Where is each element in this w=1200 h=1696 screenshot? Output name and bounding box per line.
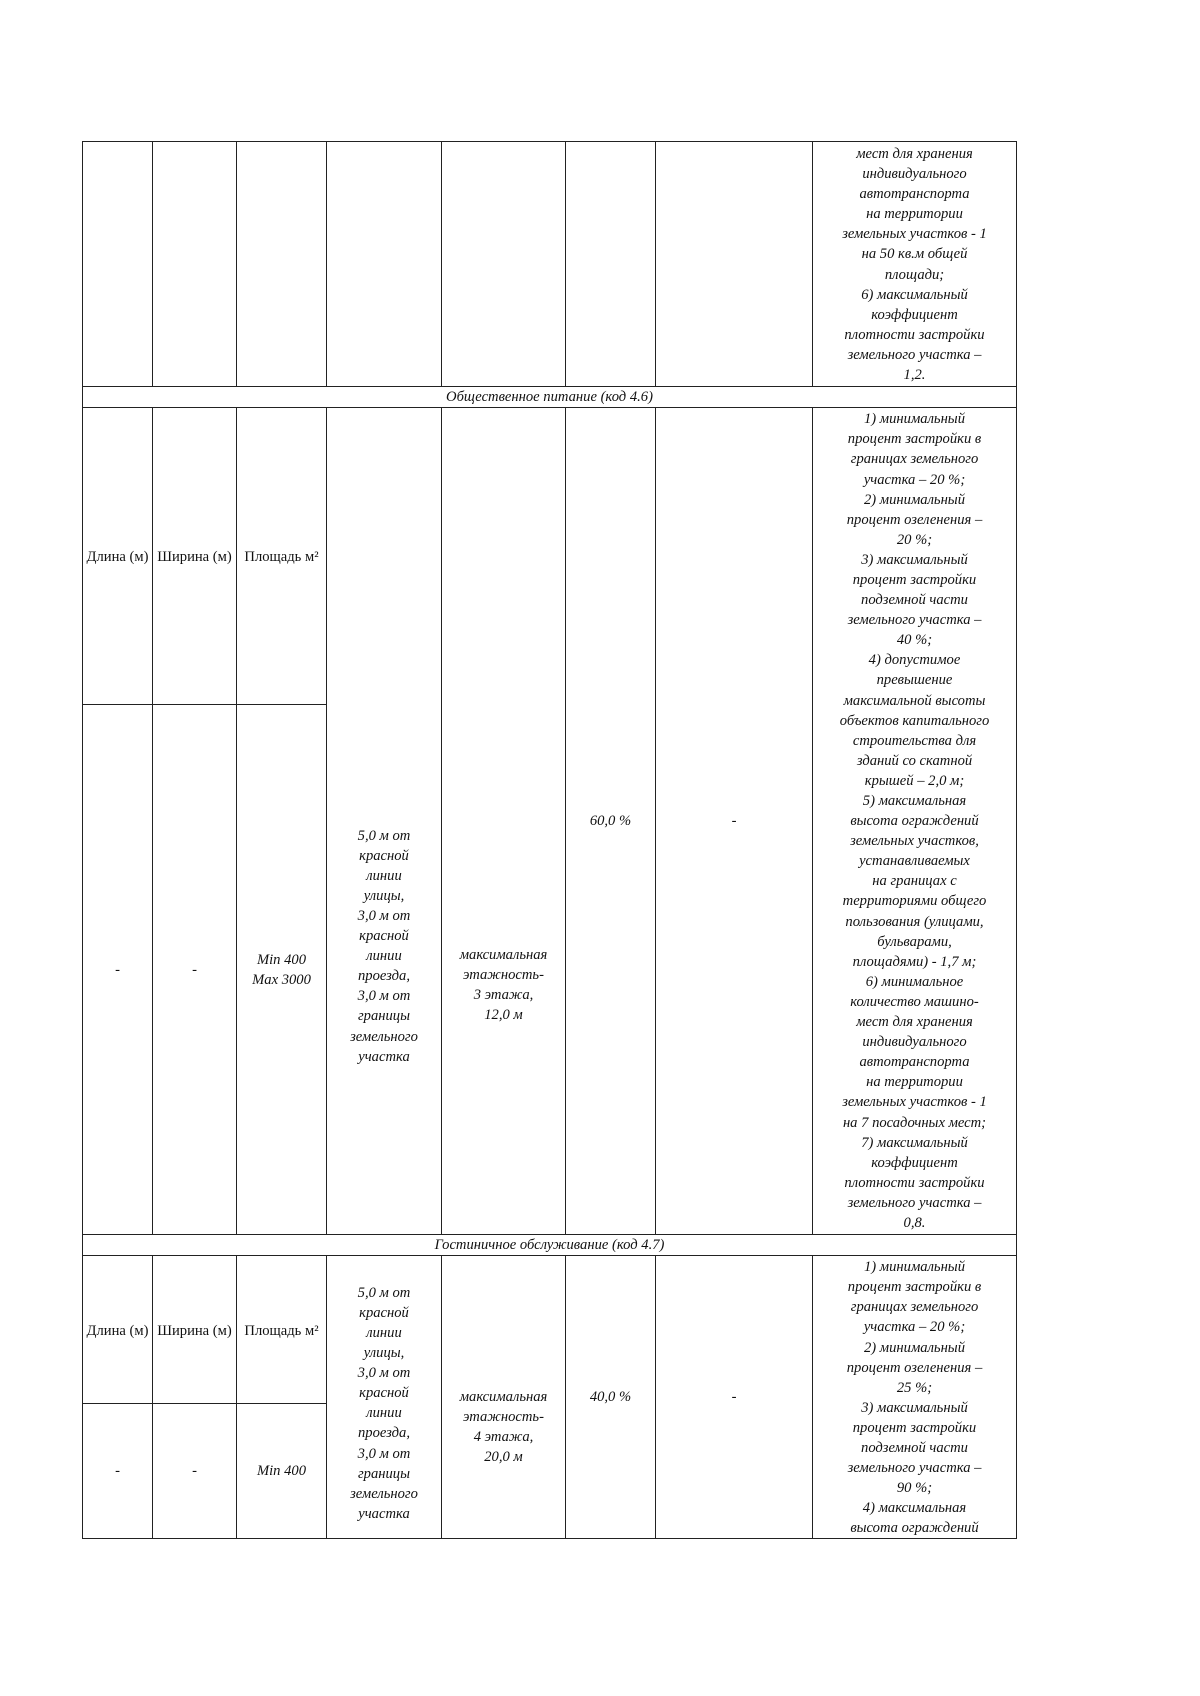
text-line: красной (359, 928, 409, 945)
text-line: земельного участка – (847, 346, 982, 363)
text-line: объектов капитального (839, 712, 990, 729)
text-line: автотранспорта (859, 1054, 970, 1071)
text-line: Min 400 (256, 1463, 307, 1480)
text-line: подземной части (861, 592, 968, 609)
text-line: крышей – 2,0 м; (864, 772, 965, 789)
text-line: этажность- (463, 967, 544, 984)
other-cell: - (656, 1256, 813, 1539)
text-line: процент застройки (852, 1419, 977, 1436)
text-line: 4) максимальная (862, 1500, 967, 1517)
text-line: 1,2. (903, 367, 926, 384)
text-line: 20,0 м (484, 1449, 523, 1466)
continuation-notes (813, 142, 1017, 387)
text-line: 3,0 м от (357, 1445, 411, 1462)
header-width: Ширина (м) (153, 1256, 237, 1404)
text-line: мест для хранения (856, 1014, 973, 1031)
text-line: линии (366, 948, 402, 965)
text-line: подземной части (861, 1440, 968, 1456)
text-line: на территории (866, 206, 963, 223)
text-line: процент застройки (852, 571, 977, 588)
text-line: 4) допустимое (868, 652, 961, 669)
empty-cell (83, 142, 153, 387)
text-line: высота ограждений (850, 1520, 979, 1537)
header-row (83, 1256, 1017, 1404)
text-line: улицы, (363, 1345, 405, 1362)
text-line: превышение (876, 672, 953, 689)
header-length: Длина (м) (83, 408, 153, 705)
text-line: границы (357, 1465, 410, 1482)
text-line: 1) минимальный (864, 1259, 965, 1276)
text-line: на 50 кв.м общей (861, 246, 968, 263)
text-line: автотранспорта (859, 186, 970, 203)
text-line: 6) максимальный (861, 286, 968, 303)
text-line: 3) максимальный (861, 551, 968, 568)
text-line: границы (357, 1008, 410, 1025)
empty-cell (327, 142, 442, 387)
text-line: количество машино- (850, 993, 979, 1010)
text-line: земельного участка – (847, 1194, 982, 1211)
text-line: максимальная (459, 1389, 548, 1406)
text-line: 25 %; (896, 1379, 933, 1396)
text-line: линии (366, 867, 402, 884)
text-line: 12,0 м (484, 1007, 523, 1024)
text-line: линии (366, 1405, 402, 1422)
text-line: земельного (350, 1028, 418, 1045)
text-line: процент озеленения – (846, 1359, 983, 1376)
text-line: строительства для (852, 732, 977, 749)
text-line: 2) минимальный (864, 1339, 965, 1356)
section-title-row (83, 387, 1017, 408)
text-line: участка (358, 1505, 410, 1522)
section-title-row (83, 1235, 1017, 1256)
other-cell: - (656, 408, 813, 1235)
notes-cell (813, 408, 1017, 1235)
header-area: Площадь м² (237, 408, 327, 705)
text-line: 5) максимальная (862, 793, 967, 809)
width-value: - (153, 705, 237, 1235)
continuation-row (83, 142, 1017, 387)
empty-cell (442, 142, 566, 387)
length-value: - (83, 705, 153, 1235)
text-line: этажность- (463, 1409, 544, 1426)
area-value (237, 705, 327, 1235)
text-line: устанавливаемых (859, 853, 970, 870)
text-line: 40 %; (896, 632, 933, 649)
section-title: Общественное питание (код 4.6) (83, 387, 1017, 408)
text-line: 4 этажа, (473, 1429, 534, 1446)
header-width: Ширина (м) (153, 408, 237, 705)
text-line: красной (359, 1304, 409, 1321)
width-value: - (153, 1404, 237, 1539)
header-row (83, 408, 1017, 705)
text-line: мест для хранения (856, 146, 973, 162)
text-line: максимальная (459, 946, 548, 963)
text-line: земельных участков - 1 (842, 226, 987, 243)
empty-cell (566, 142, 656, 387)
text-line: проезда, (357, 1425, 410, 1442)
empty-cell (656, 142, 813, 387)
text-line: территориями общего (842, 893, 987, 910)
text-line: на границах с (872, 873, 957, 890)
text-line: на 7 посадочных мест; (842, 1114, 987, 1131)
coverage-cell: 60,0 % (566, 408, 656, 1235)
regulations-table (82, 141, 1017, 1539)
text-line: улицы, (363, 887, 405, 904)
text-line: плотности застройки (844, 1174, 985, 1191)
text-line: зданий со скатной (856, 752, 973, 769)
text-line: площадями) - 1,7 м; (852, 953, 977, 970)
text-line: плотности застройки (844, 326, 985, 343)
text-line: участка (358, 1048, 410, 1065)
header-area: Площадь м² (237, 1256, 327, 1404)
text-line: индивидуального (862, 166, 967, 183)
text-line: бульварами, (877, 933, 952, 950)
text-line: границах земельного (850, 1299, 979, 1316)
text-line: процент застройки в (847, 1279, 982, 1296)
height-cell (442, 1256, 566, 1539)
text-line: на территории (866, 1074, 963, 1091)
text-line: максимальной высоты (843, 692, 986, 709)
text-line: 2) минимальный (864, 491, 965, 508)
text-line: 6) минимальное (865, 973, 964, 990)
text-line: 5,0 м от (357, 827, 411, 844)
text-line: 3,0 м от (357, 1365, 411, 1382)
section-title: Гостиничное обслуживание (код 4.7) (83, 1235, 1017, 1256)
length-value: - (83, 1404, 153, 1539)
text-line: пользования (улицами, (845, 913, 984, 930)
text-line: Min 400 (256, 951, 307, 968)
text-line: индивидуального (862, 1034, 967, 1051)
notes-cell (813, 1256, 1017, 1539)
text-line: 3,0 м от (357, 907, 411, 924)
setback-cell (327, 1256, 442, 1539)
text-line: земельного участка – (847, 1460, 982, 1477)
area-value (237, 1404, 327, 1539)
text-line: высота ограждений (850, 813, 979, 830)
text-line: 7) максимальный (861, 1134, 968, 1151)
text-line: 0,8. (903, 1214, 926, 1231)
header-length: Длина (м) (83, 1256, 153, 1404)
text-line: земельного (350, 1485, 418, 1502)
text-line: 3,0 м от (357, 988, 411, 1005)
empty-cell (237, 142, 327, 387)
text-line: земельных участков - 1 (842, 1094, 987, 1111)
text-line: процент застройки в (847, 431, 982, 448)
text-line: красной (359, 1385, 409, 1402)
text-line: 3 этажа, (473, 987, 534, 1004)
text-line: границах земельного (850, 451, 979, 468)
text-line: площади; (884, 266, 945, 283)
text-line: 20 %; (896, 531, 933, 548)
text-line: коэффициент (871, 1154, 958, 1171)
text-line: 90 %; (896, 1480, 933, 1497)
text-line: процент озеленения – (846, 511, 983, 528)
height-cell (442, 408, 566, 1235)
text-line: 3) максимальный (861, 1399, 968, 1416)
text-line: 1) минимальный (864, 411, 965, 428)
text-line: 5,0 м от (357, 1284, 411, 1301)
setback-cell (327, 408, 442, 1235)
text-line: участка – 20 %; (863, 1319, 966, 1336)
text-line: коэффициент (871, 306, 958, 323)
text-line: красной (359, 847, 409, 864)
text-line: земельных участков, (850, 833, 979, 850)
coverage-cell: 40,0 % (566, 1256, 656, 1539)
text-line: проезда, (357, 968, 410, 985)
text-line: линии (366, 1324, 402, 1341)
text-line: Max 3000 (252, 971, 311, 988)
empty-cell (153, 142, 237, 387)
text-line: участка – 20 %; (863, 471, 966, 488)
text-line: земельного участка – (847, 612, 982, 629)
